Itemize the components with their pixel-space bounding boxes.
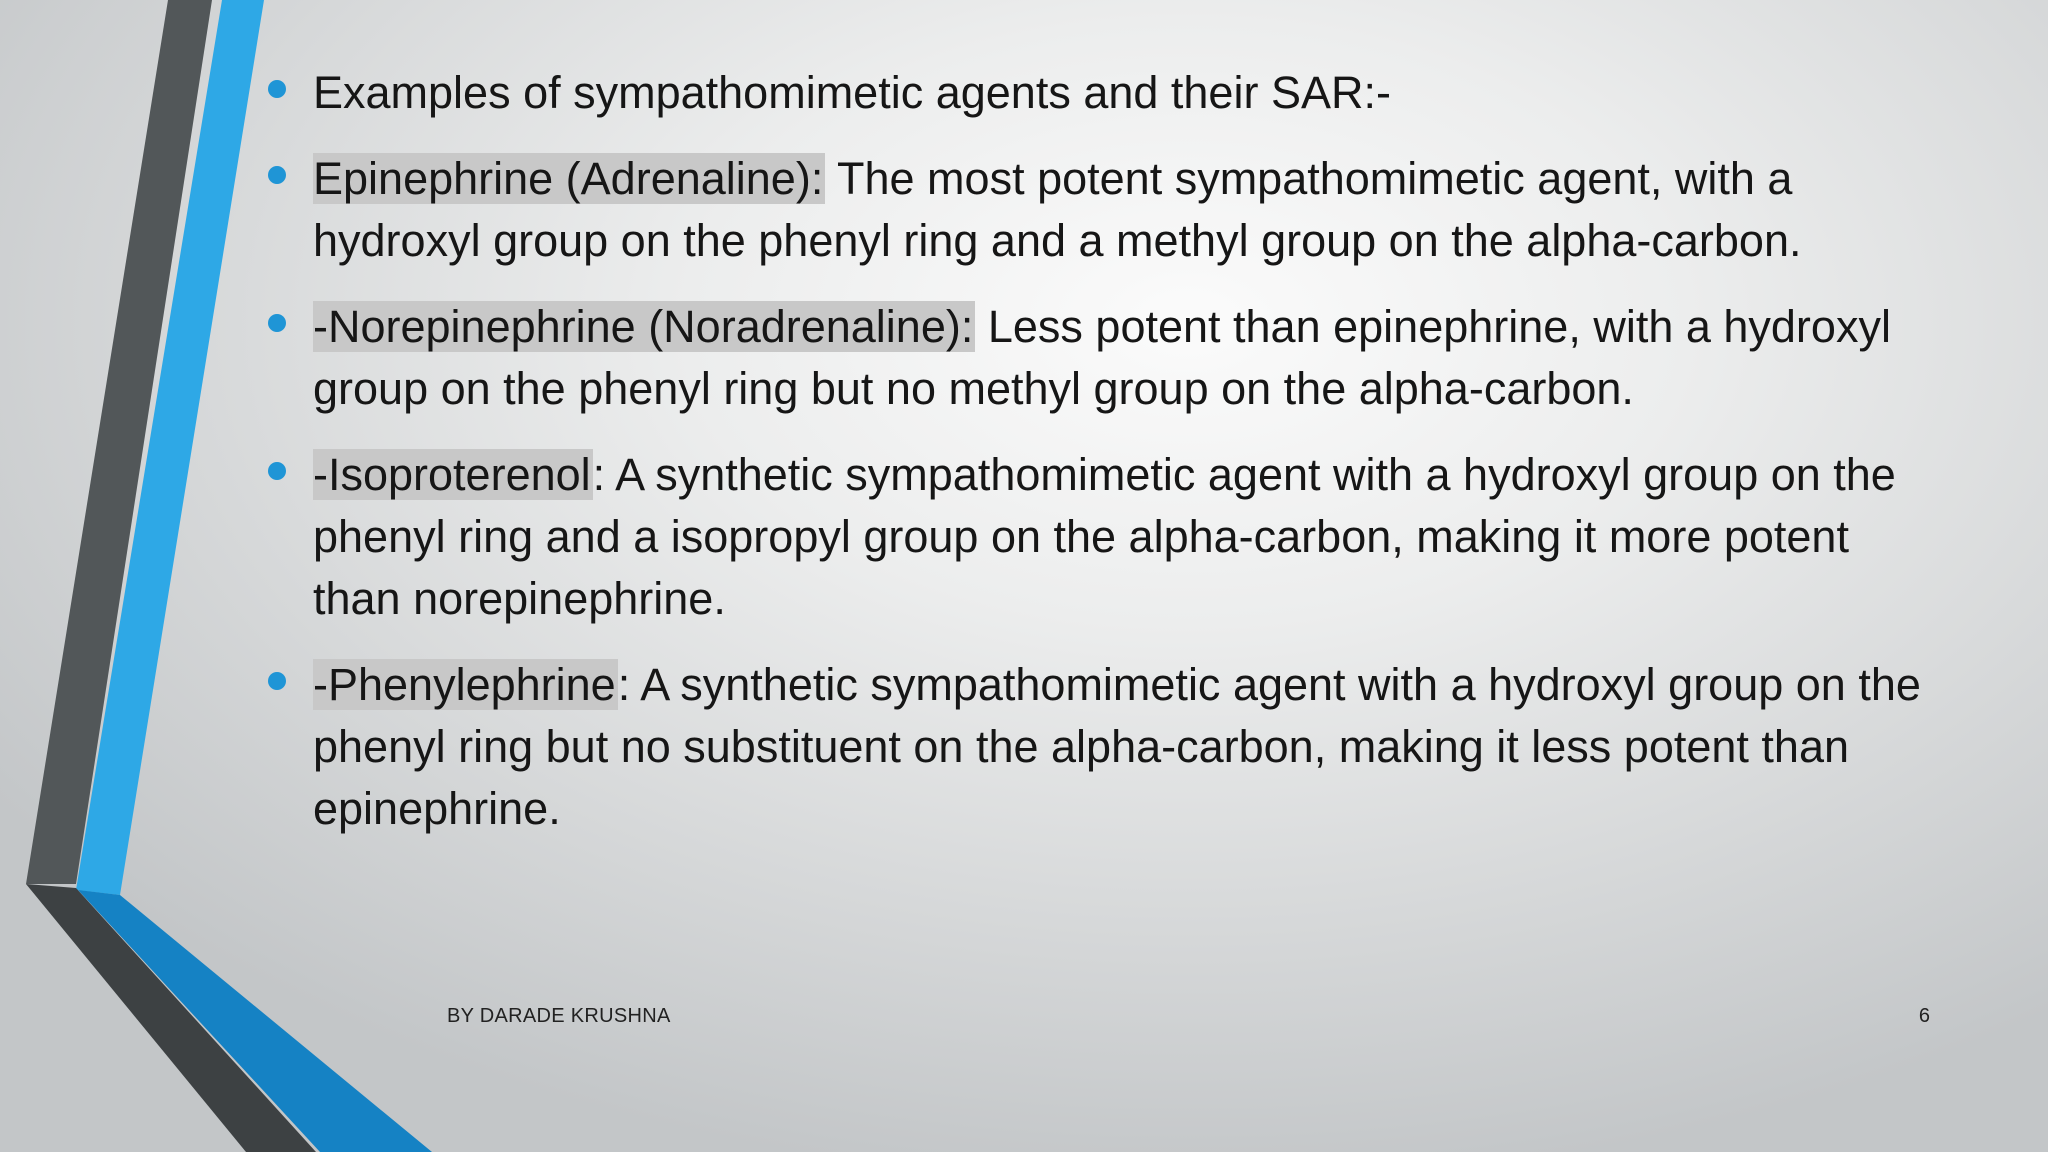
- bullet-item: [268, 62, 1928, 124]
- highlighted-term: -Phenylephrine: [313, 659, 616, 710]
- bullet-item: [268, 444, 1928, 630]
- footer-author: BY DARADE KRUSHNA: [447, 1005, 671, 1027]
- page-number: 6: [1918, 1005, 1930, 1027]
- bullet-item: [268, 296, 1928, 420]
- highlighted-term: Epinephrine (Adrenaline):: [313, 153, 824, 204]
- highlighted-term: -Isoproterenol: [313, 449, 591, 500]
- bullet-text: Examples of sympathomimetic agents and their SAR:-: [313, 67, 1391, 118]
- bullet-icon: [268, 166, 286, 184]
- bullet-icon: [268, 80, 286, 98]
- bullet-icon: [268, 672, 286, 690]
- bullet-list: [268, 62, 1928, 864]
- bullet-text: Less potent than epinephrine, with a hydroxyl group on the phenyl ring but no methyl group on the alpha-carbon.: [313, 301, 1891, 414]
- bullet-item: [268, 148, 1928, 272]
- bullet-text: : A synthetic sympathomimetic agent with a hydroxyl group on the phenyl ring but no substituent on the alpha-carbon, making it less potent than epinephrine.: [313, 659, 1921, 834]
- highlighted-term: -Norepinephrine (Noradrenaline):: [313, 301, 974, 352]
- bullet-text: : A synthetic sympathomimetic agent with a hydroxyl group on the phenyl ring and a isopropyl group on the alpha-carbon, making it more potent than norepinephrine.: [313, 449, 1896, 624]
- bullet-item: [268, 654, 1928, 840]
- bullet-icon: [268, 314, 286, 332]
- gray-stripe-lower: [26, 884, 316, 1152]
- bullet-icon: [268, 462, 286, 480]
- bullet-text: The most potent sympathomimetic agent, with a hydroxyl group on the phenyl ring and a methyl group on the alpha-carbon.: [313, 153, 1802, 266]
